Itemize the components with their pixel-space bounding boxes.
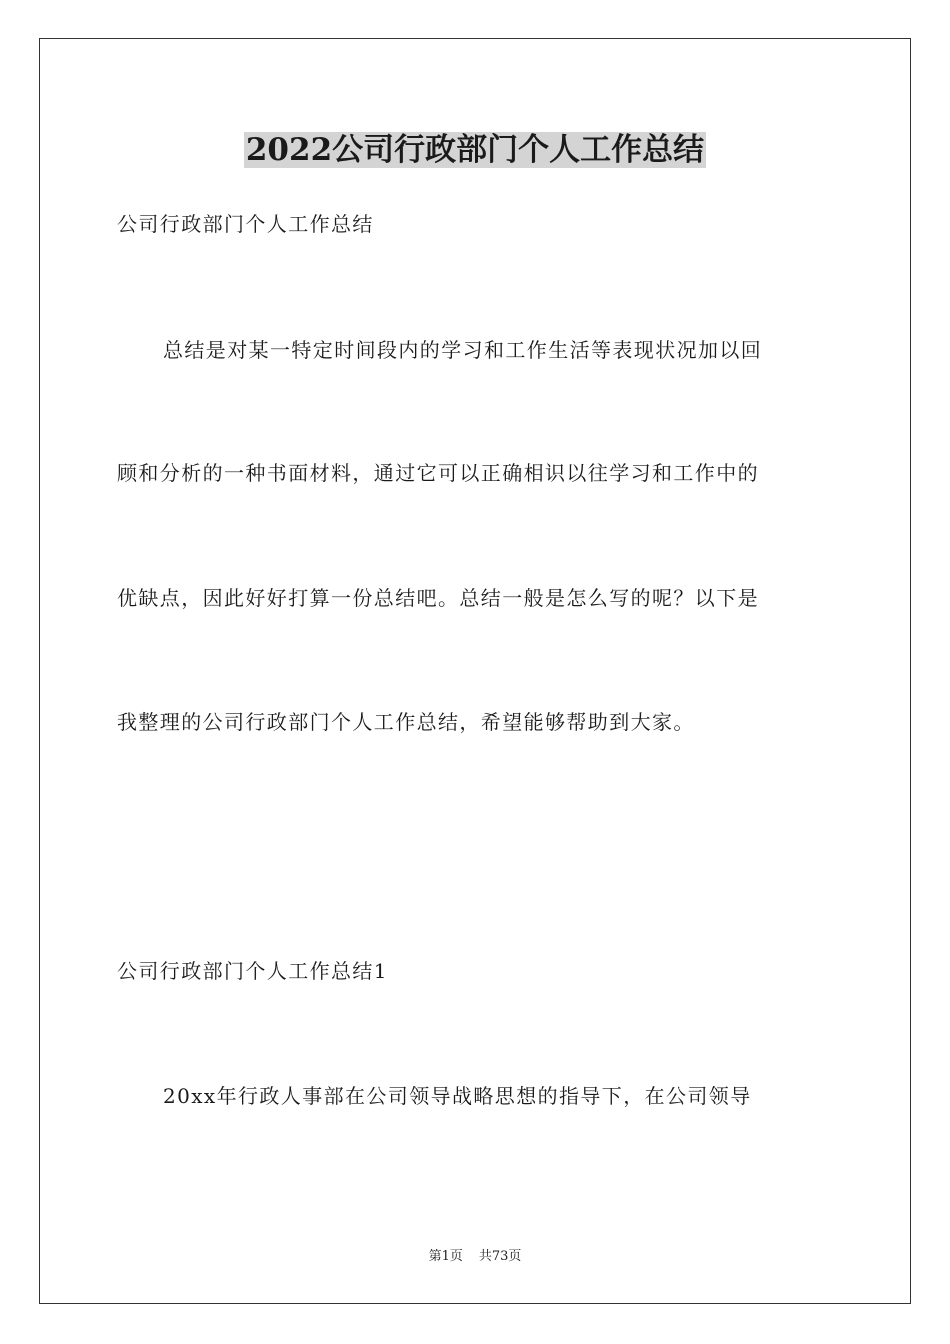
document-title — [0, 128, 950, 172]
intro-line-4: 我整理的公司行政部门个人工作总结，希望能够帮助到大家。 — [117, 710, 695, 734]
intro-line-1: 总结是对某一特定时间段内的学习和工作生活等表现状况加以回 — [163, 338, 763, 362]
intro-line-3: 优缺点，因此好好打算一份总结吧。总结一般是怎么写的呢？以下是 — [117, 586, 759, 610]
page-footer — [0, 1247, 950, 1267]
section-1-heading: 公司行政部门个人工作总结1 — [117, 959, 388, 983]
page-number: 第1页 — [428, 1249, 463, 1264]
document-subtitle: 公司行政部门个人工作总结 — [117, 212, 374, 236]
page-total: 共73页 — [478, 1249, 522, 1264]
intro-line-2: 顾和分析的一种书面材料，通过它可以正确相识以往学习和工作中的 — [117, 461, 759, 485]
document-title-text: 2022公司行政部门个人工作总结 — [245, 132, 705, 168]
section-1-first-line: 20xx年行政人事部在公司领导战略思想的指导下，在公司领导 — [163, 1084, 752, 1108]
